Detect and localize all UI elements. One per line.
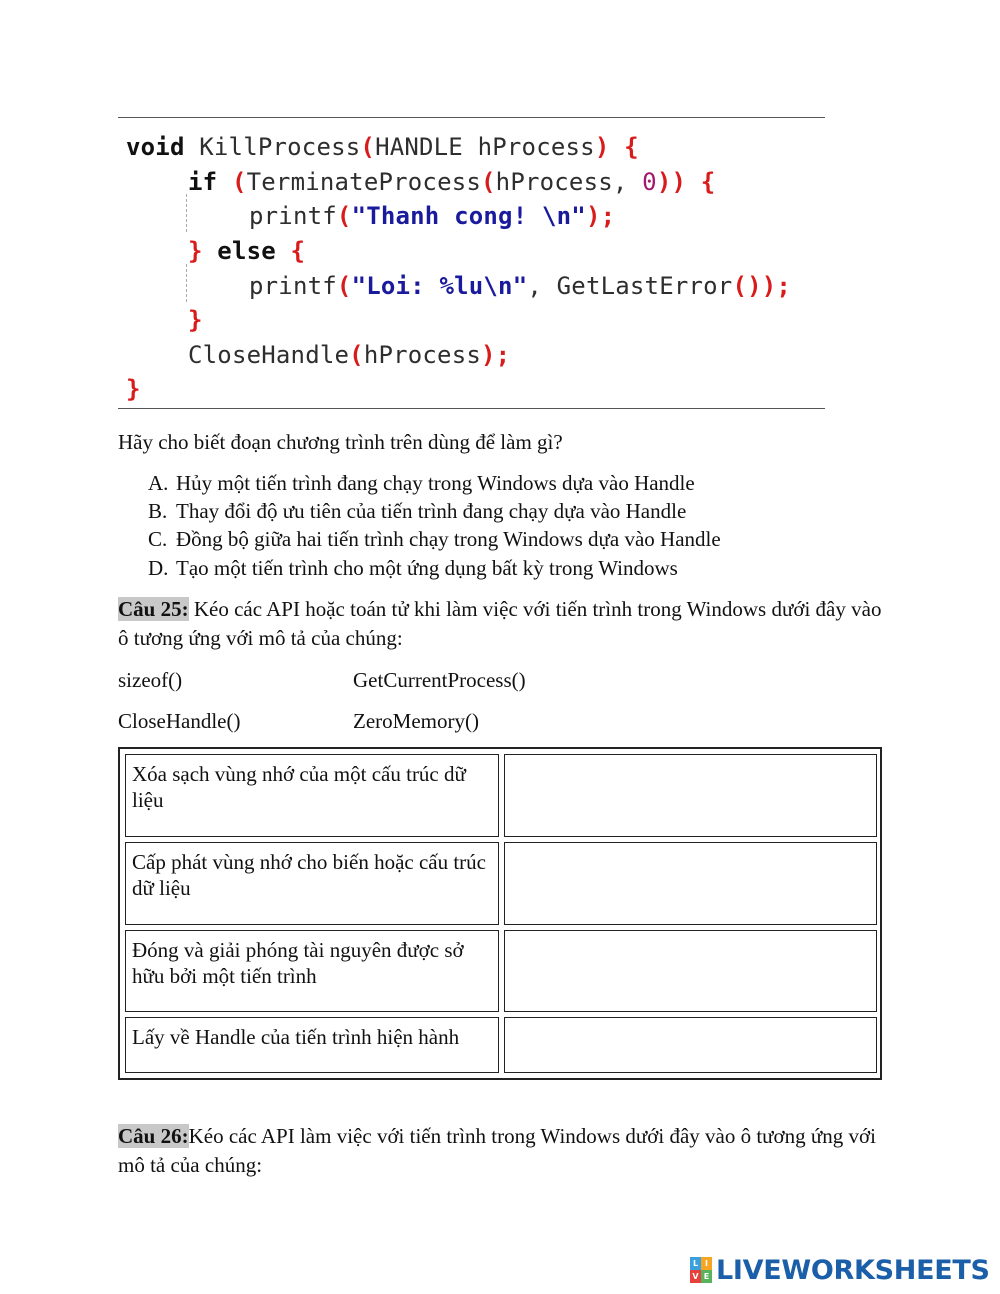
answer-drop-zone[interactable] <box>504 754 877 837</box>
option-text: Đồng bộ giữa hai tiến trình chạy trong Windows dựa vào Handle <box>176 527 721 551</box>
code-line-2: if (TerminateProcess(hProcess, 0)) { <box>188 168 716 196</box>
logo-icon-letter: V <box>690 1270 701 1283</box>
indent-guide <box>186 194 187 232</box>
logo-icon-letter: L <box>690 1257 701 1270</box>
matching-table <box>118 747 882 1080</box>
drag-choice-sizeof[interactable]: sizeof() <box>118 668 183 692</box>
drag-choice-zeromemory[interactable]: ZeroMemory() <box>353 709 479 733</box>
description-cell: Lấy về Handle của tiến trình hiện hành <box>125 1017 499 1073</box>
option-d[interactable] <box>148 554 678 582</box>
code-line-3: printf("Thanh cong! \n"); <box>249 202 616 230</box>
option-text: Tạo một tiến trình cho một ứng dụng bất kỳ trong Windows <box>176 556 678 580</box>
code-line-8: } <box>126 375 141 403</box>
option-c[interactable] <box>148 525 721 553</box>
description-cell: Đóng và giải phóng tài nguyên được sở hữu bởi một tiến trình <box>125 930 499 1012</box>
drag-choice-getcurrentprocess[interactable]: GetCurrentProcess() <box>353 668 526 692</box>
option-text: Thay đổi độ ưu tiên của tiến trình đang chạy dựa vào Handle <box>176 499 687 523</box>
drag-choice-closehandle[interactable]: CloseHandle() <box>118 709 241 733</box>
liveworksheets-logo-icon <box>690 1257 712 1283</box>
description-cell: Cấp phát vùng nhớ cho biến hoặc cấu trúc dữ liệu <box>125 842 499 925</box>
logo-icon-letter: I <box>701 1257 712 1270</box>
code-line-6: } <box>188 306 203 334</box>
option-letter: C. <box>148 527 168 551</box>
answer-drop-zone[interactable] <box>504 930 877 1012</box>
question-26-body: Kéo các API làm việc với tiến trình trong Windows dưới đây vào ô tương ứng với mô tả của chúng: <box>118 1124 876 1177</box>
question-25-body: Kéo các API hoặc toán tử khi làm việc với tiến trình trong Windows dưới đây vào ô tương ứng với mô tả của chúng: <box>118 597 882 650</box>
indent-guide <box>186 264 187 302</box>
logo-text: LIVEWORKSHEETS <box>716 1254 990 1286</box>
option-b[interactable] <box>148 497 686 525</box>
question-25-label: Câu 25: <box>118 597 189 621</box>
code-line-5: printf("Loi: %lu\n", GetLastError()); <box>249 272 792 300</box>
option-a[interactable] <box>148 469 695 497</box>
option-letter: B. <box>148 499 168 523</box>
question-26-text <box>118 1122 883 1180</box>
answer-drop-zone[interactable] <box>504 842 877 925</box>
question-25-text <box>118 595 883 653</box>
option-text: Hủy một tiến trình đang chạy trong Windows dựa vào Handle <box>176 471 695 495</box>
description-cell: Xóa sạch vùng nhớ của một cấu trúc dữ liệu <box>125 754 499 837</box>
code-line-1: void KillProcess(HANDLE hProcess) { <box>126 133 639 161</box>
question-26-label: Câu 26: <box>118 1124 189 1148</box>
logo-icon-letter: E <box>701 1270 712 1283</box>
liveworksheets-logo[interactable] <box>690 1252 990 1288</box>
code-line-7: CloseHandle(hProcess); <box>188 341 511 369</box>
option-letter: A. <box>148 471 169 495</box>
code-line-4: } else { <box>188 237 306 265</box>
answer-drop-zone[interactable] <box>504 1017 877 1073</box>
question-24-prompt: Hãy cho biết đoạn chương trình trên dùng để làm gì? <box>118 430 563 454</box>
option-letter: D. <box>148 556 169 580</box>
code-snippet <box>118 117 825 409</box>
